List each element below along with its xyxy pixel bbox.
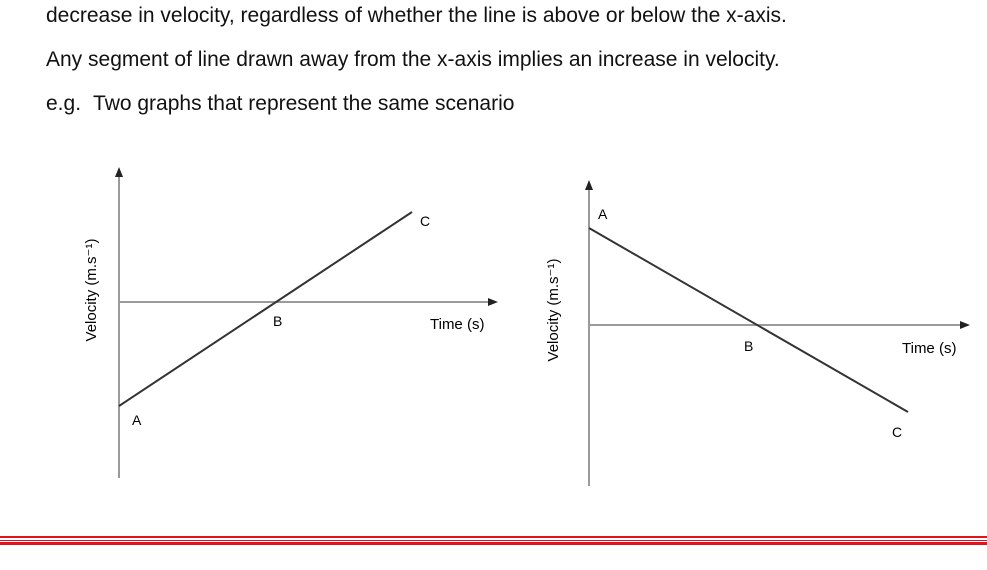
graph-2-y-axis-label: Velocity (m.s⁻¹) <box>545 258 562 362</box>
graph-1-y-axis-label: Velocity (m.s⁻¹) <box>83 238 100 342</box>
paragraph-line-2: Any segment of line drawn away from the x-axis implies an increase in velocity. <box>46 48 780 71</box>
graph-2-point-a-label: A <box>598 206 608 222</box>
footer-rule-bottom <box>0 542 987 545</box>
graph-2-x-axis-label: Time (s) <box>902 340 957 357</box>
graph-1-point-c-label: C <box>420 213 431 229</box>
graph-2-point-c-label: C <box>892 424 903 440</box>
footer-rule-middle <box>0 540 987 541</box>
example-title: Two graphs that represent the same scenario <box>93 92 515 115</box>
graph-1-x-axis-label: Time (s) <box>430 316 485 333</box>
graph-2-x-axis-arrowhead <box>960 321 970 329</box>
graph-2-y-axis-arrowhead <box>585 180 593 190</box>
graph-1-point-b-label: B <box>273 313 283 329</box>
footer-rule-top <box>0 536 987 538</box>
graph-2-velocity-line <box>589 228 908 412</box>
graph-2-point-b-label: B <box>744 338 754 354</box>
graph-1-point-a-label: A <box>132 412 142 428</box>
paragraph-line-1: decrease in velocity, regardless of whether the line is above or below the x-axis. <box>46 4 787 27</box>
example-prefix: e.g. <box>46 92 82 115</box>
